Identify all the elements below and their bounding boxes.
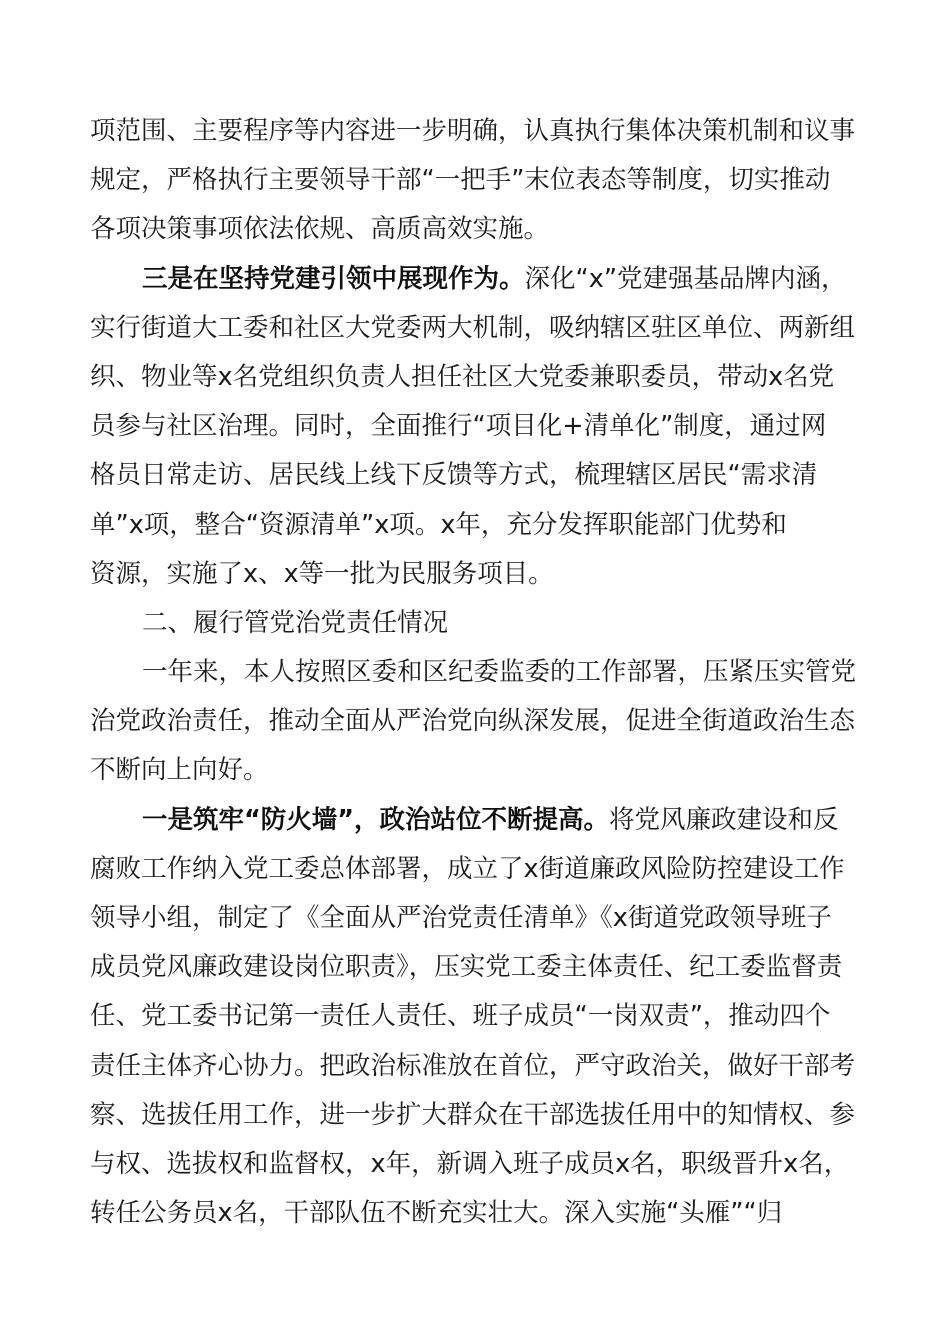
line-text: 织、物业等x名党组织负责人担任社区大党委兼职委员，带动x名党 <box>90 361 835 392</box>
text-line <box>90 894 870 943</box>
line-text: 各项决策事项依法依规、高质高效实施。 <box>90 214 550 245</box>
line-text: 资源，实施了x、x等一批为民服务项目。 <box>90 558 554 589</box>
text-line <box>90 1140 870 1189</box>
text-line <box>90 796 870 845</box>
text-line <box>90 107 870 156</box>
text-line <box>90 451 870 500</box>
text-line <box>90 992 870 1041</box>
text-line <box>90 156 870 205</box>
text-line <box>90 845 870 894</box>
text-line <box>90 501 870 550</box>
line-text: 腐败工作纳入党工委总体部署，成立了x街道廉政风险防控建设工作 <box>90 853 845 884</box>
text-line <box>90 746 870 795</box>
text-line <box>90 648 870 697</box>
line-text: 格员日常走访、居民线上线下反馈等方式，梳理辖区居民“需求清 <box>90 460 818 491</box>
text-line <box>90 1091 870 1140</box>
line-text: 领导小组，制定了《全面从严治党责任清单》《x街道党政领导班子 <box>90 903 832 933</box>
line-text: 治党政治责任，推动全面从严治党向纵深发展，促进全街道政治生态 <box>90 706 856 737</box>
text-line <box>90 402 870 451</box>
line-text: 成员党风廉政建设岗位职责》，压实党工委主体责任、纪工委监督责 <box>90 952 843 983</box>
text-line <box>90 255 870 304</box>
line-text: 深化“x”党建强基品牌内涵， <box>524 263 847 294</box>
line-text: 员参与社区治理。同时，全面推行“项目化+清单化”制度，通过网 <box>90 411 827 442</box>
line-text: 责任主体齐心协力。把政治标准放在首位，严守政治关，做好干部考 <box>90 1050 856 1081</box>
line-text: 将党风廉政建设和反 <box>609 804 839 835</box>
line-text: 项范围、主要程序等内容进一步明确，认真执行集体决策机制和议事 <box>90 116 856 146</box>
text-line <box>90 1042 870 1091</box>
document-body <box>90 107 870 1238</box>
line-text: 二、履行管党治党责任情况 <box>142 607 449 638</box>
line-text: 不断向上向好。 <box>90 755 269 786</box>
bold-lead-phrase: 三是在坚持党建引领中展现作为。 <box>142 263 525 294</box>
line-text: 转任公务员x名，干部队伍不断充实壮大。深入实施“头雁”“归 <box>90 1198 783 1229</box>
line-text: 实行街道大工委和社区大党委两大机制，吸纳辖区驻区单位、两新组 <box>90 312 856 343</box>
text-line <box>90 697 870 746</box>
text-line <box>90 205 870 254</box>
text-line <box>90 304 870 353</box>
line-text: 一年来，本人按照区委和区纪委监委的工作部署，压紧压实管党 <box>142 657 857 688</box>
line-text: 单”x项，整合“资源清单”x项。x年，充分发挥职能部门优势和 <box>90 509 787 540</box>
text-line <box>90 353 870 402</box>
line-text: 规定，严格执行主要领导干部“一把手”末位表态等制度，切实推动 <box>90 165 831 196</box>
text-line <box>90 550 870 599</box>
text-line <box>90 1189 870 1238</box>
line-text: 察、选拔任用工作，进一步扩大群众在干部选拔任用中的知情权、参 <box>90 1099 856 1130</box>
bold-lead-phrase: 一是筑牢“防火墙”，政治站位不断提高。 <box>142 804 610 835</box>
text-line <box>90 599 870 648</box>
line-text: 与权、选拔权和监督权，x年，新调入班子成员x名，职级晋升x名， <box>90 1148 850 1179</box>
text-line <box>90 943 870 992</box>
line-text: 任、党工委书记第一责任人责任、班子成员“一岗双责”，推动四个 <box>90 1001 831 1032</box>
